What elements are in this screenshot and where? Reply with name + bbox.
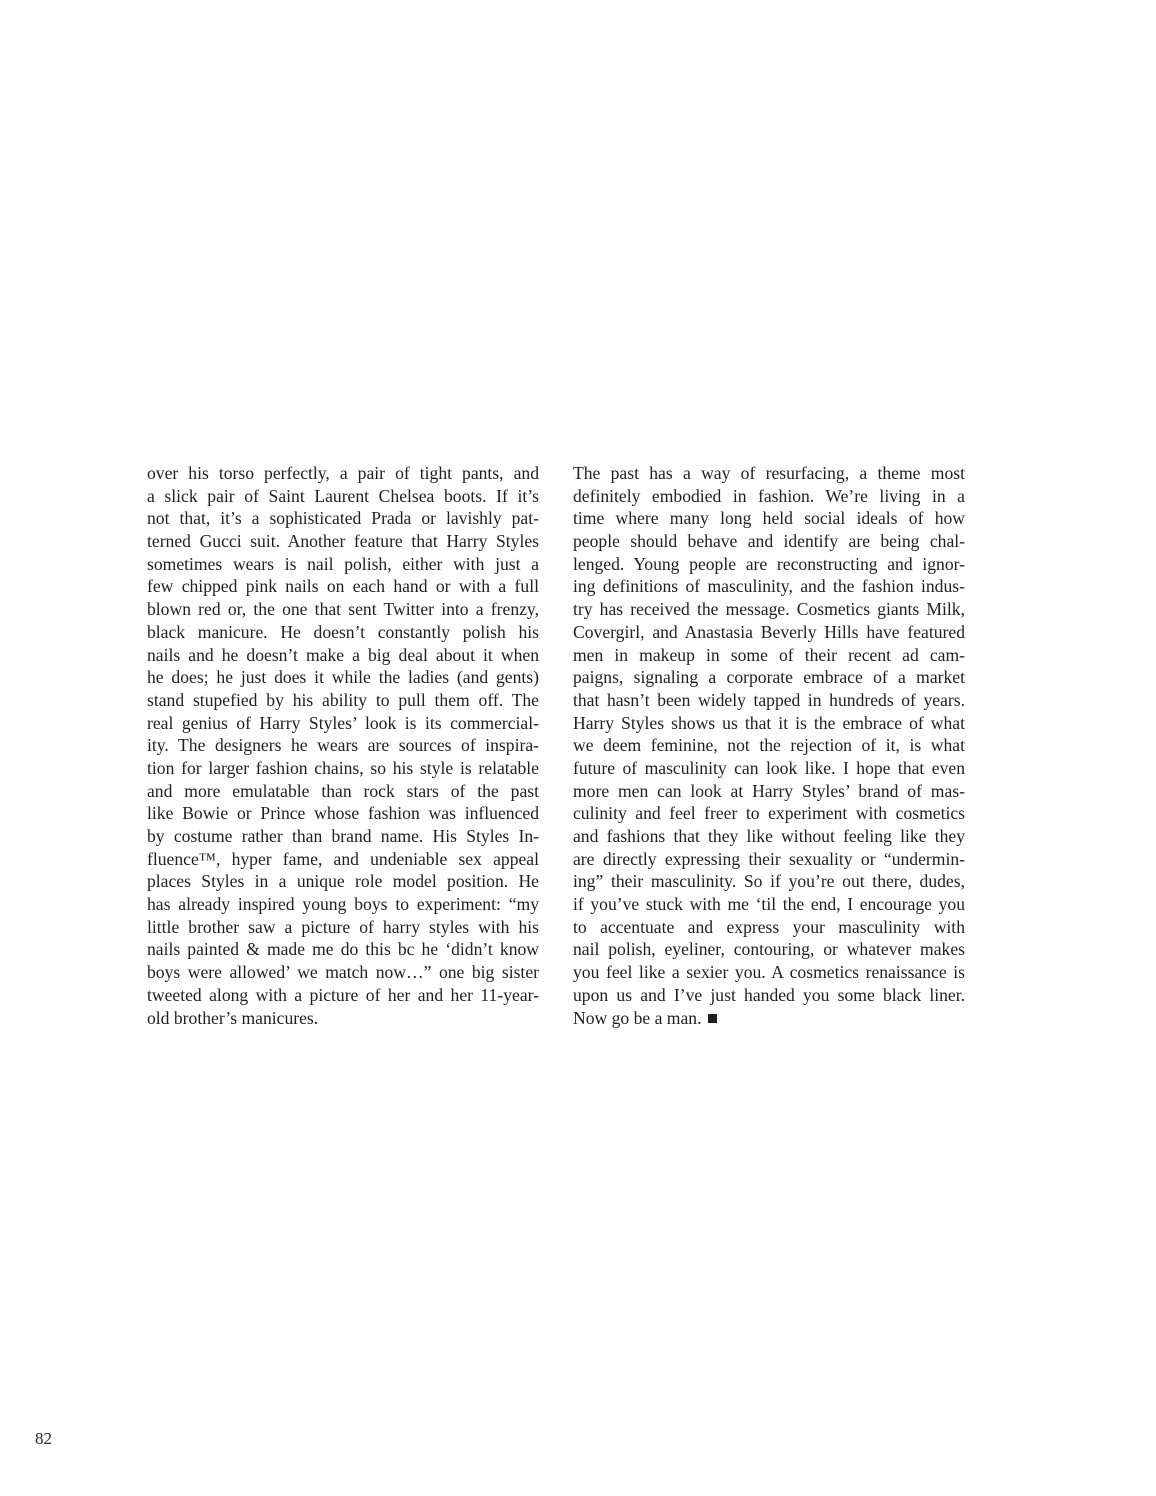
text-line: fluence™, hyper fame, and undeniable sex appeal	[147, 848, 539, 869]
text-line: he does; he just does it while the ladies (and gents)	[147, 667, 539, 688]
text-line: try has received the message. Cosmetics giants Milk,	[573, 599, 965, 620]
text-line: are directly expressing their sexuality or “undermin-	[573, 848, 965, 869]
text-line: sometimes wears is nail polish, either with just a	[147, 553, 539, 574]
text-line: places Styles in a unique role model position. He	[147, 871, 539, 892]
text-line: ity. The designers he wears are sources of inspira-	[147, 735, 539, 756]
text-line: tion for larger fashion chains, so his style is relatable	[147, 757, 539, 778]
text-line: old brother’s manicures.	[147, 1007, 319, 1028]
text-line: upon us and I’ve just handed you some black liner.	[573, 984, 965, 1005]
text-line: to accentuate and express your masculinity with	[573, 916, 965, 937]
article-column-left	[147, 462, 539, 1029]
text-line: we deem feminine, not the rejection of it, is what	[573, 735, 965, 756]
text-line: if you’ve stuck with me ‘til the end, I encourage you	[573, 894, 965, 915]
text-line: has already inspired young boys to experiment: “my	[147, 894, 539, 915]
text-line: by costume rather than brand name. His Styles In-	[147, 826, 539, 846]
text-line: black manicure. He doesn’t constantly polish his	[147, 621, 539, 642]
article-column-right	[573, 462, 965, 1029]
text-line: over his torso perfectly, a pair of tight pants, and	[147, 463, 539, 483]
text-line: like Bowie or Prince whose fashion was influenced	[147, 803, 539, 824]
text-line: that hasn’t been widely tapped in hundreds of years.	[573, 689, 965, 710]
text-line: real genius of Harry Styles’ look is its commercial-	[147, 712, 539, 733]
text-line: and fashions that they like without feeling like they	[573, 826, 965, 846]
text-line: ing” their masculinity. So if you’re out there, dudes,	[573, 871, 965, 892]
text-line: men in makeup in some of their recent ad cam-	[573, 644, 965, 665]
page-number: 82	[35, 1429, 52, 1448]
text-line: definitely embodied in fashion. We’re living in a	[573, 485, 965, 506]
black-square-icon	[708, 1014, 717, 1023]
text-line: tweeted along with a picture of her and her 11-year-	[147, 984, 539, 1005]
text-line: paigns, signaling a corporate embrace of a market	[573, 667, 965, 688]
text-line: nails painted & made me do this bc he ‘didn’t know	[147, 939, 539, 960]
text-line: blown red or, the one that sent Twitter into a frenzy,	[147, 599, 539, 620]
text-line: not that, it’s a sophisticated Prada or lavishly pat-	[147, 508, 539, 529]
text-line: time where many long held social ideals of how	[573, 508, 965, 529]
text-line: terned Gucci suit. Another feature that Harry Styles	[147, 531, 539, 552]
text-line: The past has a way of resurfacing, a theme most	[573, 463, 965, 483]
text-line: Covergirl, and Anastasia Beverly Hills have featured	[573, 621, 965, 642]
text-line: nails and he doesn’t make a big deal about it when	[147, 644, 539, 665]
text-line: ing definitions of masculinity, and the fashion indus-	[573, 576, 965, 597]
text-line-final	[573, 1007, 965, 1030]
text-line: future of masculinity can look like. I hope that even	[573, 757, 965, 778]
closing-sentence: Now go be a man.	[573, 1007, 702, 1028]
text-line: boys were allowed’ we match now…” one big sister	[147, 962, 539, 983]
text-line: few chipped pink nails on each hand or with a full	[147, 576, 539, 597]
text-line: stand stupefied by his ability to pull them off. The	[147, 689, 539, 710]
text-line: you feel like a sexier you. A cosmetics renaissance is	[573, 962, 965, 983]
text-line: more men can look at Harry Styles’ brand of mas-	[573, 780, 965, 801]
text-line: people should behave and identify are being chal-	[573, 531, 965, 552]
text-line: a slick pair of Saint Laurent Chelsea boots. If it’s	[147, 485, 539, 506]
text-line: little brother saw a picture of harry styles with his	[147, 916, 539, 937]
text-line: culinity and feel freer to experiment with cosmetics	[573, 803, 965, 824]
text-line: lenged. Young people are reconstructing and ignor-	[573, 553, 965, 574]
text-line: nail polish, eyeliner, contouring, or whatever makes	[573, 939, 965, 960]
text-line: and more emulatable than rock stars of the past	[147, 780, 539, 801]
text-line: Harry Styles shows us that it is the embrace of what	[573, 712, 965, 733]
